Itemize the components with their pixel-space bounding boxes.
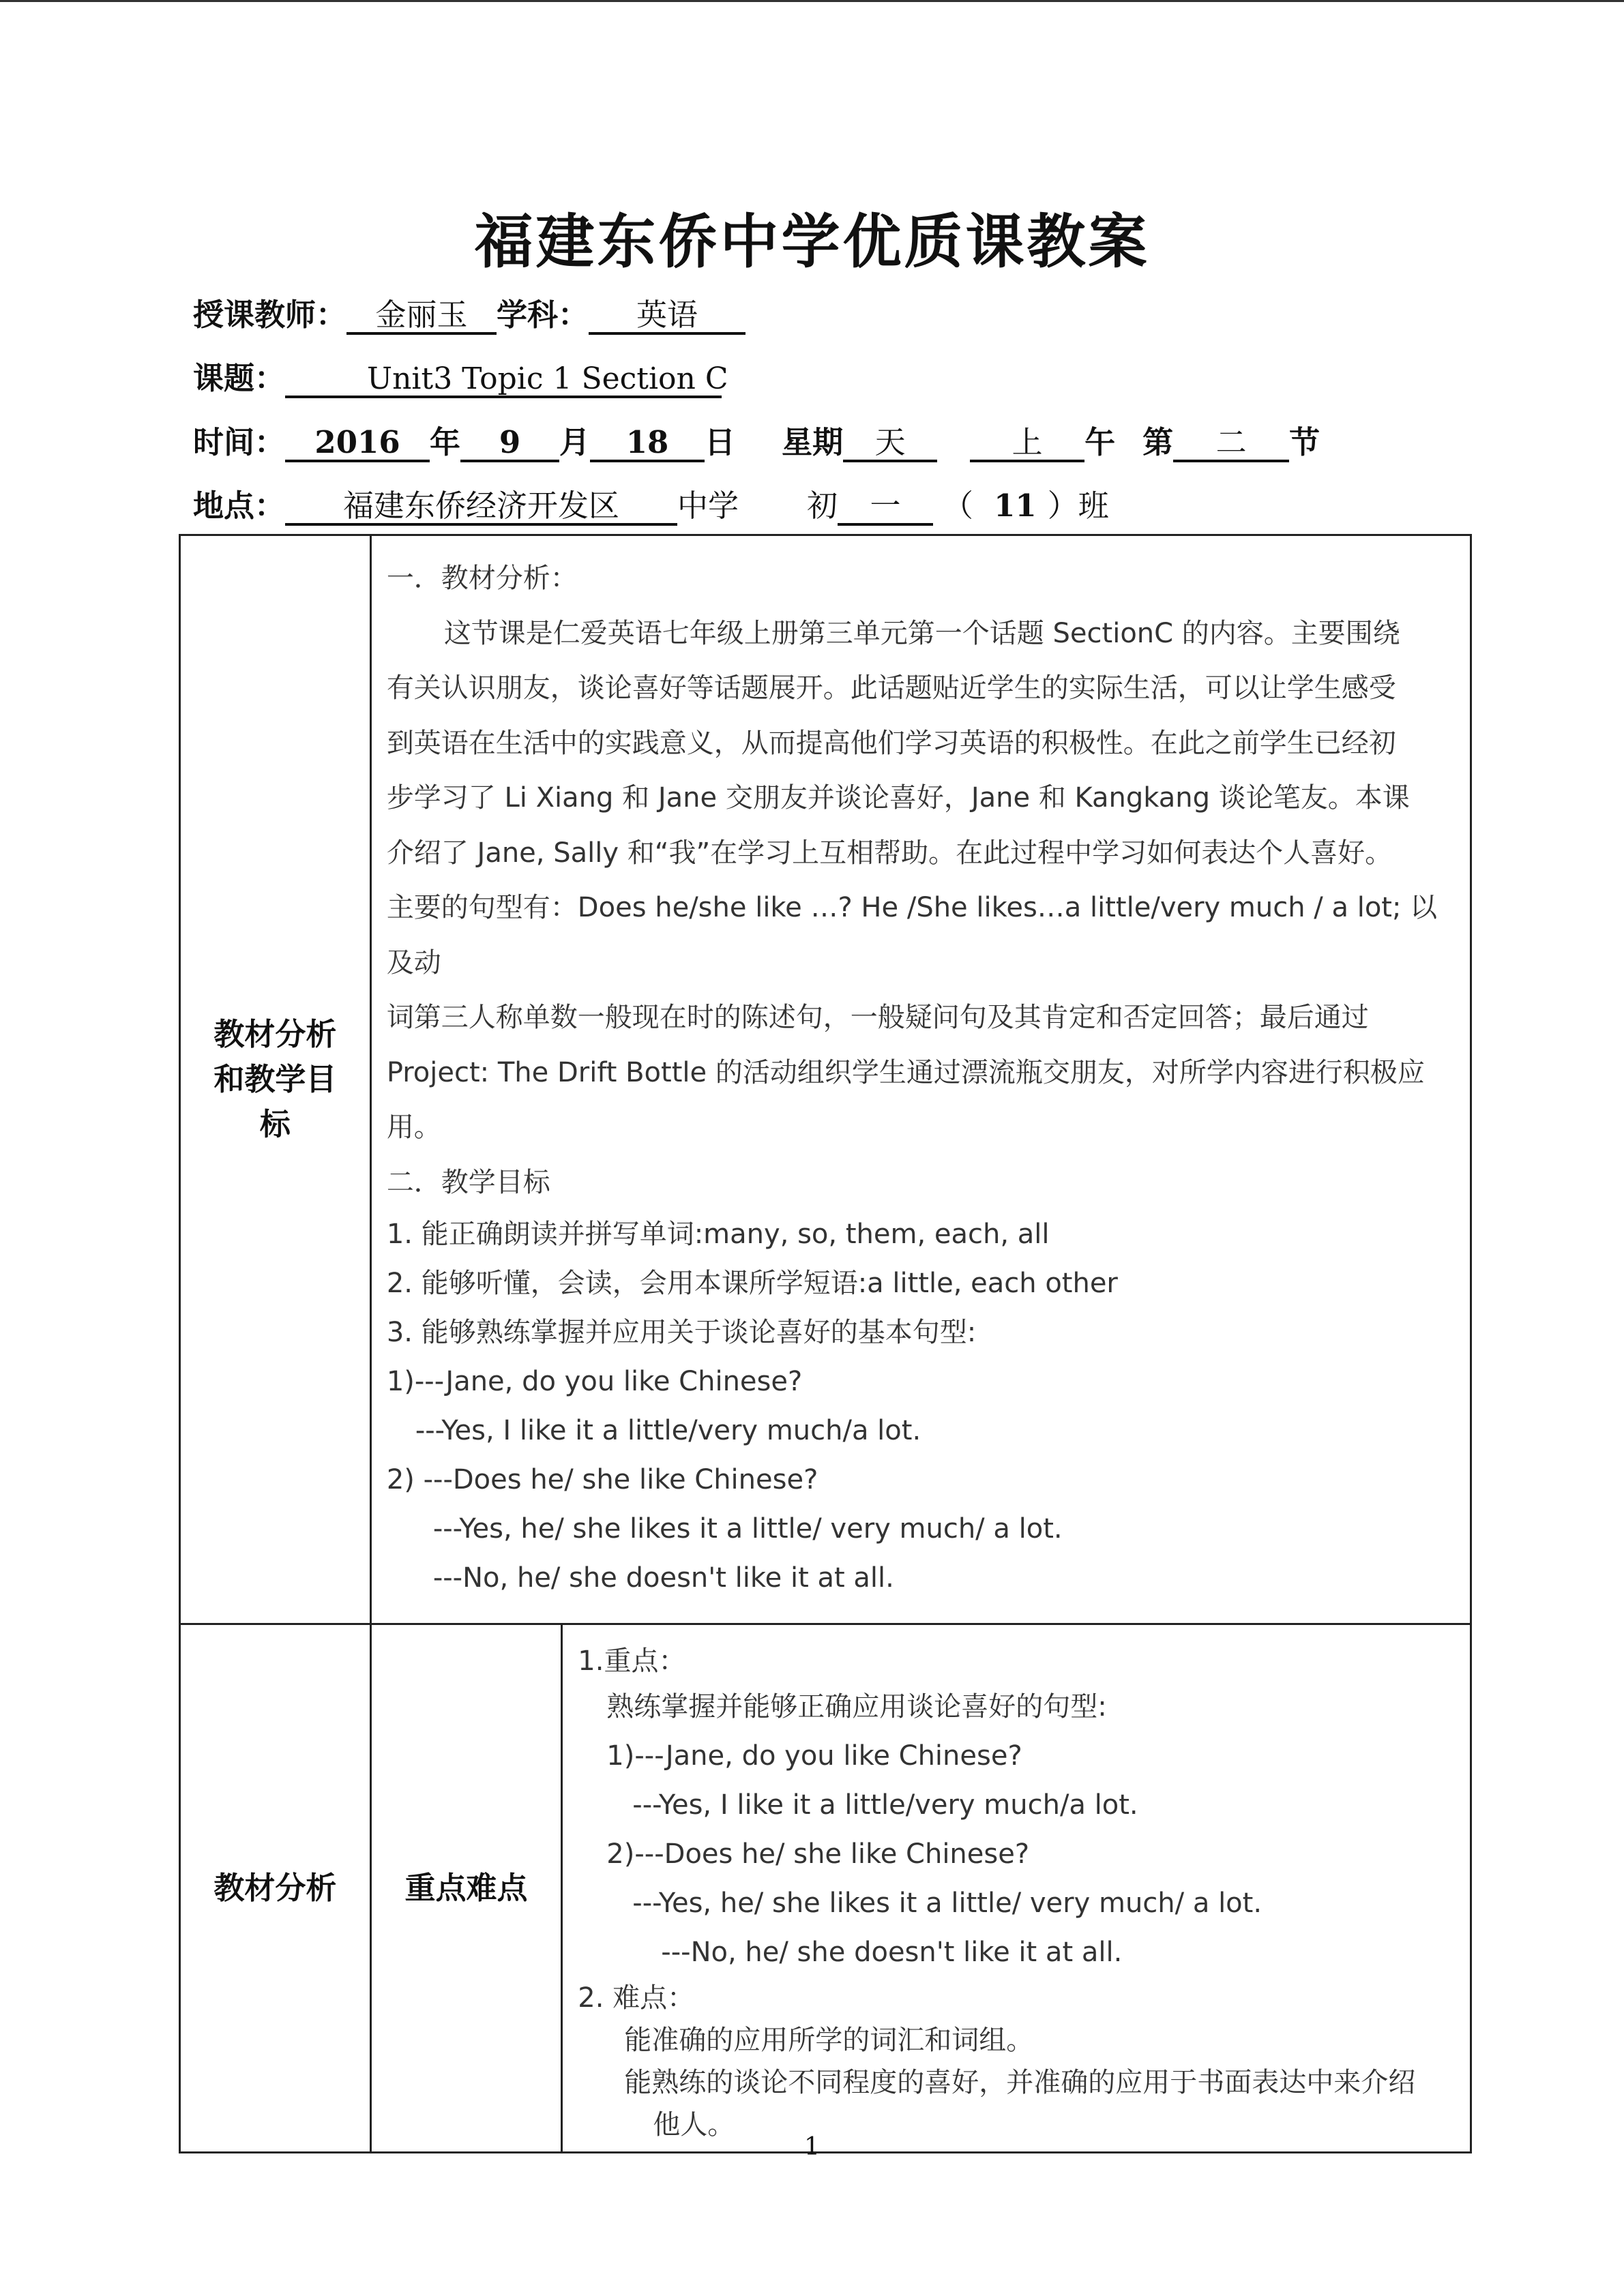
teacher-row	[193, 290, 745, 335]
goal-item: ---No, he/ she doesn't like it at all.	[432, 1562, 894, 1594]
key-item: ---Yes, I like it a little/very much/a lot.	[632, 1789, 1138, 1821]
paragraph-line: 介绍了 Jane, Sally 和“我”在学习上互相帮助。在此过程中学习如何表达个人喜好。	[386, 837, 1393, 869]
goal-item: 3. 能够熟练掌握并应用关于谈论喜好的基本句型:	[386, 1317, 977, 1348]
page-number: 1	[804, 2133, 820, 2161]
table-row	[180, 1624, 1471, 2153]
lesson-plan-table	[179, 534, 1472, 2153]
time-label: 时间：	[193, 424, 286, 460]
grade-value: 一	[838, 489, 933, 526]
grade-label: 初	[807, 488, 838, 524]
section2-sublabel: 重点难点	[370, 1624, 561, 2153]
table-row	[180, 535, 1471, 1624]
difficult-item: 能准确的应用所学的词汇和词组。	[624, 2025, 1034, 2056]
key-item: 2)---Does he/ she like Chinese?	[606, 1838, 1030, 1870]
month-value: 9	[460, 426, 559, 462]
class-open: （	[943, 488, 974, 524]
weekday-value: 天	[843, 426, 937, 462]
subject-value: 英语	[589, 298, 745, 335]
key-intro: 熟练掌握并能够正确应用谈论喜好的句型:	[606, 1691, 1107, 1723]
time-row	[193, 417, 1320, 462]
paragraph-line: 到英语在生活中的实践意义，从而提高他们学习英语的积极性。在此之前学生已经初	[386, 727, 1396, 759]
period-unit: 午	[1084, 424, 1116, 460]
section2-content	[562, 1624, 1471, 2153]
difficult-item: 他人。	[653, 2109, 735, 2141]
class-number: 11	[994, 488, 1037, 524]
key-item: ---Yes, he/ she likes it a little/ very much/ a lot.	[632, 1888, 1263, 1919]
difficult-item: 能熟练的谈论不同程度的喜好，并准确的应用于书面表达中来介绍	[624, 2067, 1416, 2098]
weekday-label: 星期	[782, 424, 844, 460]
school-unit: 中学	[677, 488, 739, 524]
place-row	[193, 481, 1109, 526]
topic-underline-pad	[285, 361, 367, 398]
goal-item: 1. 能正确朗读并拼写单词:many, so, them, each, all	[386, 1219, 1050, 1250]
paragraph-line: 这节课是仁爱英语七年级上册第三单元第一个话题 SectionC 的内容。主要围绕	[443, 617, 1400, 649]
section2-label: 教材分析	[180, 1624, 371, 2153]
lesson-unit: 节	[1289, 424, 1320, 460]
goal-item: 1)---Jane, do you like Chinese?	[386, 1366, 803, 1397]
goal-item: 2) ---Does he/ she like Chinese?	[386, 1464, 818, 1495]
year-unit: 年	[430, 424, 461, 460]
paragraph-line: Project: The Drift Bottle 的活动组织学生通过漂流瓶交朋友，对所学内容进行积极应	[386, 1056, 1425, 1088]
goal-item: ---Yes, I like it a little/very much/a lot.	[415, 1415, 921, 1446]
section1-label: 教材分析和教学目标	[180, 535, 371, 1624]
year-value: 2016	[285, 426, 430, 462]
goals-heading: 二．教学目标	[386, 1166, 550, 1198]
paragraph-line: 有关认识朋友，谈论喜好等话题展开。此话题贴近学生的实际生活，可以让学生感受	[386, 672, 1396, 704]
paragraph-line: 词第三人称单数一般现在时的陈述句，一般疑问句及其肯定和否定回答；最后通过	[386, 1002, 1369, 1033]
key-item: ---No, he/ she doesn't like it at all.	[661, 1937, 1123, 1968]
teacher-label: 授课教师：	[193, 297, 347, 333]
class-close: ）班	[1047, 488, 1109, 524]
difficult-heading: 2. 难点：	[578, 1982, 695, 2014]
subject-label: 学科：	[497, 297, 589, 333]
paragraph-line: 步学习了 Li Xiang 和 Jane 交朋友并谈论喜好，Jane 和 Kangkang 谈论笔友。本课	[386, 782, 1410, 814]
analysis-heading: 一．教材分析：	[386, 563, 578, 594]
topic-label: 课题：	[193, 360, 286, 396]
month-unit: 月	[559, 424, 591, 460]
goal-item: 2. 能够听懂，会读，会用本课所学短语:a little, each other	[386, 1268, 1118, 1299]
lesson-label: 第	[1142, 424, 1174, 460]
place-value: 福建东侨经济开发区	[285, 489, 677, 526]
place-label: 地点：	[193, 488, 286, 524]
page-top-border	[0, 0, 1624, 2]
teacher-value: 金丽玉	[346, 298, 497, 335]
paragraph-line: 用。	[386, 1112, 441, 1143]
paragraph-line: 主要的句型有：Does he/she like …? He /She likes…a little/very much / a lot; 以及动	[386, 892, 1438, 979]
day-unit: 日	[705, 424, 736, 460]
goal-item: ---Yes, he/ she likes it a little/ very much/ a lot.	[432, 1513, 1063, 1545]
topic-value: Unit3 Topic 1 Section C	[367, 363, 722, 398]
period-value: 上	[970, 426, 1084, 462]
document-title: 福建东侨中学优质课教案	[474, 207, 1150, 276]
key-item: 1)---Jane, do you like Chinese?	[606, 1740, 1022, 1772]
topic-row	[193, 353, 728, 398]
day-value: 18	[590, 426, 705, 462]
key-heading: 1.重点：	[578, 1645, 686, 1677]
lesson-value: 二	[1173, 426, 1289, 462]
section1-content	[370, 535, 1471, 1624]
